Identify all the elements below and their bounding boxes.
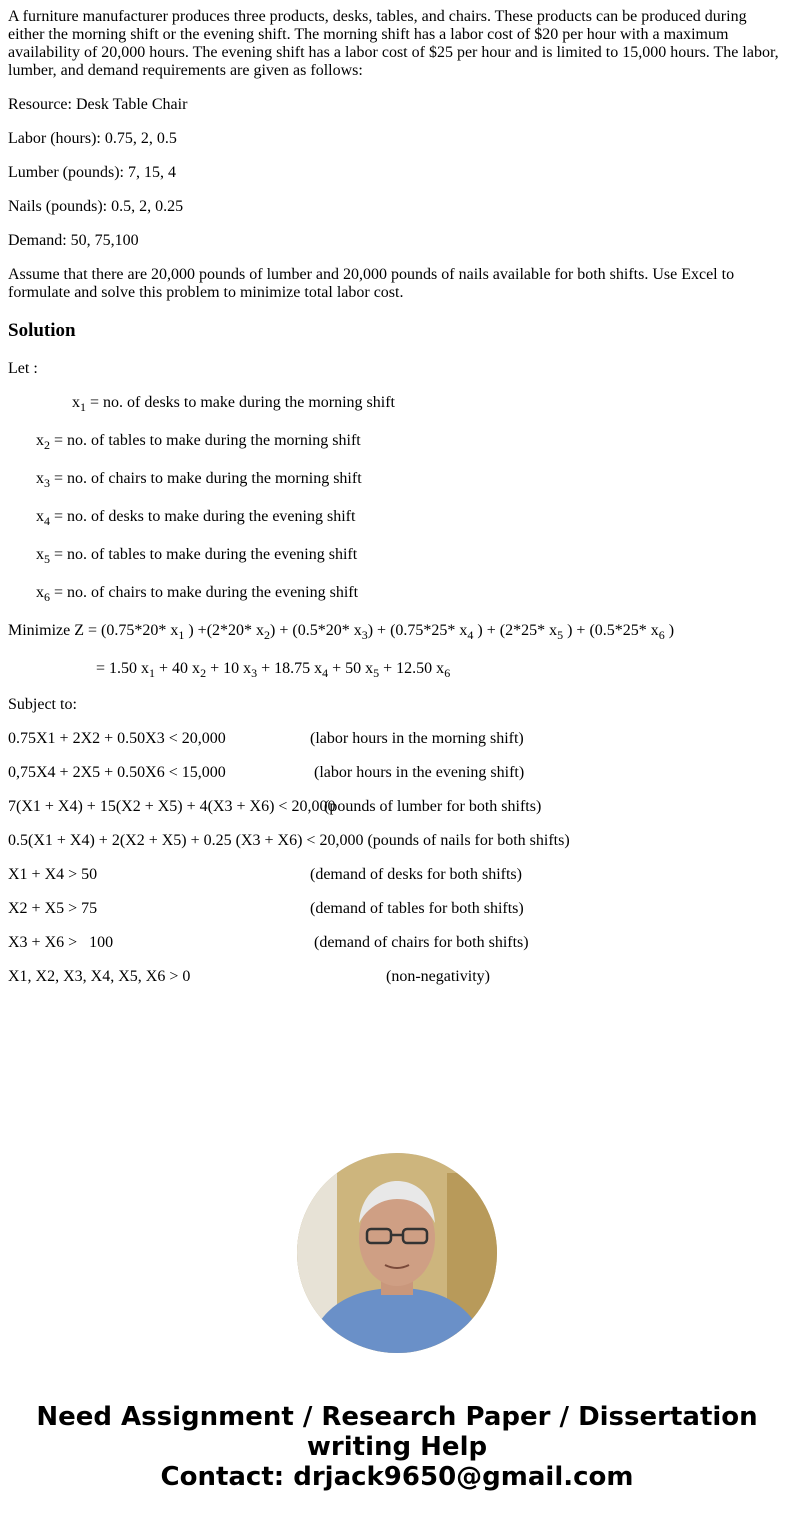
objective-text: + 50 x	[328, 660, 374, 677]
constraint-expression: X2 + X5 > 75	[8, 900, 98, 917]
constraint-row	[8, 798, 786, 816]
subject-to-label: Subject to:	[8, 696, 77, 713]
footer-contact: Contact: drjack9650@gmail.com	[160, 1462, 634, 1492]
objective-subscript: 3	[251, 666, 258, 680]
solution-heading: Solution	[8, 320, 76, 341]
variable-definitions	[8, 394, 786, 602]
variable-subscript: 4	[44, 514, 50, 528]
objective-text: ) + (0.5*25* x	[563, 622, 659, 639]
variable-symbol: x	[36, 546, 44, 563]
variable-symbol: x	[36, 584, 44, 601]
objective-text: ) + (0.75*25* x	[367, 622, 468, 639]
objective-subscript: 6	[658, 628, 665, 642]
objective-subscript: 6	[444, 666, 451, 680]
assumption-text: Assume that there are 20,000 pounds of lumber and 20,000 pounds of nails available for both shifts. Use Excel to formulate and solve this problem to minimize total labor cost.	[8, 266, 735, 301]
objective-text: + 40 x	[155, 660, 201, 677]
objective-text: Minimize Z = (0.75*20* x	[8, 622, 179, 639]
resource-labor: Labor (hours): 0.75, 2, 0.5	[8, 130, 177, 147]
constraint-row	[8, 934, 786, 952]
variable-description: = no. of tables to make during the morning shift	[50, 432, 361, 449]
constraint-expression: 0.75X1 + 2X2 + 0.50X3 < 20,000	[8, 730, 226, 747]
author-photo	[297, 1153, 497, 1353]
objective-text: )	[664, 622, 675, 639]
constraint-note: (non-negativity)	[386, 968, 490, 985]
objective-text: ) + (2*25* x	[473, 622, 558, 639]
objective-subscript: 5	[373, 666, 380, 680]
objective-line-2	[8, 660, 786, 678]
person-portrait-icon	[297, 1153, 497, 1353]
variable-subscript: 1	[80, 400, 86, 414]
objective-text: + 12.50 x	[379, 660, 445, 677]
objective-subscript: 5	[557, 628, 564, 642]
variable-subscript: 3	[44, 476, 50, 490]
constraint-note: (pounds of nails for both shifts)	[367, 832, 570, 849]
constraint-expression: 0,75X4 + 2X5 + 0.50X6 < 15,000	[8, 764, 226, 781]
constraint-note: (demand of tables for both shifts)	[310, 900, 524, 917]
constraint-expression: X1 + X4 > 50	[8, 866, 98, 883]
variable-definition	[8, 546, 786, 564]
resource-demand: Demand: 50, 75,100	[8, 232, 139, 249]
constraint-expression: 7(X1 + X4) + 15(X2 + X5) + 4(X3 + X6) < 20,000	[8, 798, 336, 815]
variable-subscript: 2	[44, 438, 50, 452]
objective-subscript: 4	[322, 666, 329, 680]
objective-subscript: 2	[264, 628, 271, 642]
objective-subscript: 3	[361, 628, 368, 642]
variable-description: = no. of desks to make during the morning shift	[86, 394, 395, 411]
variable-subscript: 6	[44, 590, 50, 604]
variable-subscript: 5	[44, 552, 50, 566]
resource-header: Resource: Desk Table Chair	[8, 96, 188, 113]
objective-subscript: 1	[178, 628, 185, 642]
resource-lumber: Lumber (pounds): 7, 15, 4	[8, 164, 176, 181]
constraint-note: (labor hours in the morning shift)	[310, 730, 524, 747]
objective-subscript: 2	[200, 666, 207, 680]
constraint-note: (demand of desks for both shifts)	[310, 866, 522, 883]
variable-definition	[8, 394, 786, 412]
document-body	[8, 8, 786, 1002]
constraint-row	[8, 968, 786, 986]
objective-text: ) + (0.5*20* x	[270, 622, 362, 639]
variable-symbol: x	[36, 470, 44, 487]
constraint-note: (labor hours in the evening shift)	[314, 764, 525, 781]
constraint-row	[8, 866, 786, 884]
objective-line-1	[8, 622, 786, 640]
variable-description: = no. of chairs to make during the morning shift	[50, 470, 362, 487]
variable-description: = no. of chairs to make during the evening shift	[50, 584, 359, 601]
footer-banner	[0, 1402, 794, 1492]
constraint-row	[8, 900, 786, 918]
constraint-list	[8, 730, 786, 986]
constraint-expression: X3 + X6 > 100	[8, 934, 114, 951]
variable-symbol: x	[36, 432, 44, 449]
objective-text: + 18.75 x	[257, 660, 323, 677]
footer-help-text: Need Assignment / Research Paper / Dissertation writing Help	[36, 1402, 758, 1462]
variable-description: = no. of tables to make during the evening shift	[50, 546, 358, 563]
constraint-note: (demand of chairs for both shifts)	[314, 934, 529, 951]
objective-subscript: 1	[149, 666, 156, 680]
objective-text: = 1.50 x	[96, 660, 150, 677]
resource-nails: Nails (pounds): 0.5, 2, 0.25	[8, 198, 184, 215]
objective-text: + 10 x	[206, 660, 252, 677]
constraint-row	[8, 764, 786, 782]
constraint-note: (pounds of lumber for both shifts)	[324, 798, 542, 815]
constraint-expression: X1, X2, X3, X4, X5, X6 > 0	[8, 968, 191, 985]
variable-symbol: x	[72, 394, 80, 411]
constraint-row	[8, 832, 786, 850]
variable-description: = no. of desks to make during the evening shift	[50, 508, 356, 525]
objective-text: ) +(2*20* x	[184, 622, 265, 639]
variable-symbol: x	[36, 508, 44, 525]
let-label: Let :	[8, 360, 38, 377]
constraint-row	[8, 730, 786, 748]
variable-definition	[8, 432, 786, 450]
objective-subscript: 4	[467, 628, 474, 642]
variable-definition	[8, 470, 786, 488]
problem-statement: A furniture manufacturer produces three products, desks, tables, and chairs. These products can be produced during either the morning shift or the evening shift. The morning shift has a labor cost of $20 per hour with a maximum availability of 20,000 hours. The evening shift has a labor cost of $25 per hour and is limited to 15,000 hours. The labor, lumber, and demand requirements are given as follows:	[8, 8, 779, 79]
variable-definition	[8, 508, 786, 526]
variable-definition	[8, 584, 786, 602]
constraint-expression: 0.5(X1 + X4) + 2(X2 + X5) + 0.25 (X3 + X6) < 20,000	[8, 832, 364, 849]
